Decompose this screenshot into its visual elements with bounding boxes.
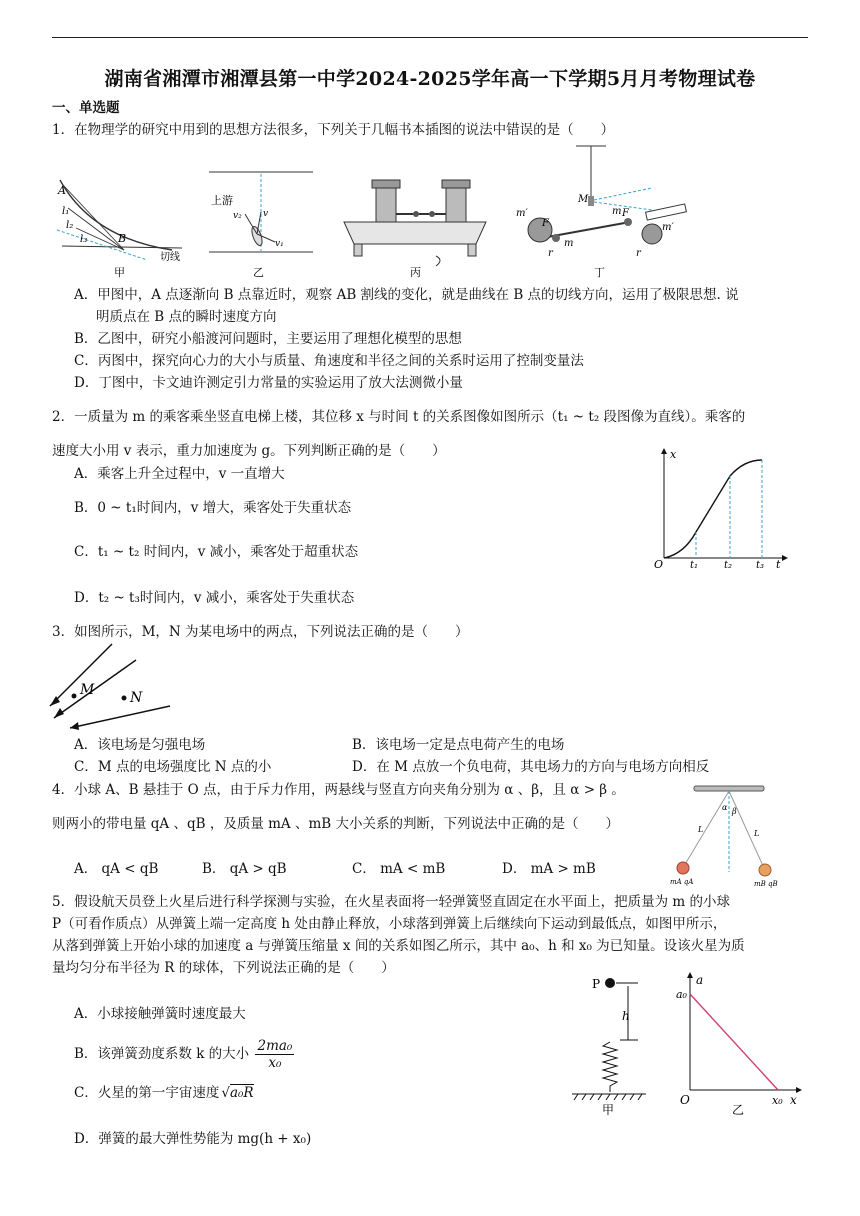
label-a: A bbox=[58, 184, 66, 197]
label-x: x bbox=[790, 1093, 797, 1107]
q4-pendulum-figure bbox=[664, 782, 794, 888]
caption-yi: 乙 bbox=[253, 266, 264, 279]
q5-option-b bbox=[74, 1038, 294, 1071]
scale bbox=[646, 204, 687, 220]
secant-2 bbox=[68, 208, 127, 250]
label-p: P bbox=[592, 977, 601, 991]
label-f-left: F bbox=[542, 218, 549, 229]
tangent-dashed bbox=[57, 230, 147, 260]
label-v1: v₁ bbox=[275, 239, 284, 249]
x-axis-arrow bbox=[661, 448, 667, 454]
label-mb-qb: mB qB bbox=[754, 880, 778, 888]
label-v: v bbox=[263, 209, 269, 219]
ball-2 bbox=[429, 211, 435, 217]
point-n bbox=[122, 696, 127, 701]
fraction-denominator: x₀ bbox=[268, 1055, 282, 1071]
q1-figure-yi bbox=[205, 168, 315, 280]
q2-option-b: B．0 ~ t₁时间内，v 增大，乘客处于失重状态 bbox=[74, 500, 352, 516]
fraction-numerator: 2ma₀ bbox=[257, 1038, 293, 1054]
sqrt-symbol: √ bbox=[221, 1085, 230, 1101]
displacement-curve bbox=[664, 460, 762, 558]
q3-option-c: C．M 点的电场强度比 N 点的小 bbox=[74, 759, 272, 775]
top-rule bbox=[52, 37, 808, 38]
label-m-right: m bbox=[612, 206, 622, 217]
q1-option-a-line1: A．甲图中，A 点逐渐向 B 点靠近时，观察 AB 割线的变化，就是曲线在 B 点的切线方向，运用了极限思想. 说 bbox=[74, 287, 739, 303]
q4-stem-line1: 4．小球 A、B 悬挂于 O 点，由于斥力作用，两悬线与竖直方向夹角分别为 α 、β，且 α > β 。 bbox=[52, 782, 625, 798]
section-heading: 一、单选题 bbox=[52, 100, 120, 116]
q5-stem-line3: 从落到弹簧上开始小球的加速度 a 与弹簧压缩量 x 间的关系如图乙所示，其中 a₀、h 和 x₀ 为已知量。设该火星为质 bbox=[52, 938, 745, 954]
t-axis-arrow bbox=[782, 555, 788, 561]
label-l1: l₁ bbox=[62, 206, 70, 217]
label-l2: l₂ bbox=[66, 220, 74, 231]
q5-option-b-text: B．该弹簧劲度系数 k 的大小 bbox=[74, 1046, 250, 1062]
ball-1 bbox=[413, 211, 419, 217]
q4-option-c: C． mA < mB bbox=[352, 861, 446, 877]
q1-stem: 1．在物理学的研究中用到的思想方法很多，下列关于几幅书本插图的说法中错误的是（ ） bbox=[52, 122, 615, 138]
label-tangent: 切线 bbox=[160, 252, 180, 263]
q4-option-d: D． mA > mB bbox=[502, 861, 596, 877]
q4-option-a: A． qA < qB bbox=[74, 861, 159, 877]
page-title: 湖南省湘潭市湘潭县第一中学2024-2025学年高一下学期5月月考物理试卷 bbox=[104, 68, 756, 90]
label-a: a bbox=[696, 973, 704, 987]
apparatus-base bbox=[344, 222, 486, 244]
origin-label: O bbox=[654, 558, 664, 570]
caption-yi: 乙 bbox=[732, 1103, 745, 1117]
field-arrow-2 bbox=[54, 708, 64, 718]
fraction bbox=[255, 1038, 294, 1071]
label-n: N bbox=[130, 690, 143, 706]
t-axis-label: t bbox=[776, 558, 781, 570]
label-v2: v₂ bbox=[233, 211, 242, 221]
q2-stem-line2: 速度大小用 v 表示，重力加速度为 g。下列判断正确的是（ ） bbox=[52, 443, 446, 459]
small-ball-left bbox=[552, 234, 560, 242]
q2-option-d: D．t₂ ~ t₃时间内，v 减小，乘客处于失重状态 bbox=[74, 590, 355, 606]
label-m-left: m bbox=[564, 238, 574, 249]
cap-left bbox=[372, 180, 400, 188]
label-a0: a₀ bbox=[676, 988, 687, 1001]
caption-jia: 甲 bbox=[602, 1103, 615, 1117]
q3-option-a: A．该电场是匀强电场 bbox=[74, 737, 206, 753]
q5-stem-line1: 5．假设航天员登上火星后进行科学探测与实验，在火星表面将一轻弹簧竖直固定在水平面上，把质量为 m 的小球 bbox=[52, 894, 730, 910]
spring bbox=[603, 1042, 617, 1092]
x-axis-label: x bbox=[670, 448, 677, 461]
label-r-left: r bbox=[548, 248, 553, 259]
label-m-prime-left: m′ bbox=[516, 208, 528, 219]
q5-option-a: A．小球接触弹簧时速度最大 bbox=[74, 1006, 246, 1022]
q5-stem-line2: P（可看作质点）从弹簧上端一定高度 h 处由静止释放，小球落到弹簧上后继续向下运动到最低点，如图甲所示， bbox=[52, 916, 727, 932]
label-l-left: L bbox=[698, 825, 704, 834]
q2-option-c: C．t₁ ~ t₂ 时间内，v 减小，乘客处于超重状态 bbox=[74, 544, 359, 560]
label-mirror-m: M bbox=[578, 194, 589, 205]
label-r-right: r bbox=[636, 248, 641, 259]
leg-right bbox=[468, 244, 476, 256]
v2-arrow bbox=[245, 214, 257, 234]
label-m-prime-right: m′ bbox=[662, 222, 674, 233]
q1-option-b: B．乙图中，研究小船渡河问题时，主要运用了理想化模型的思想 bbox=[74, 331, 462, 347]
label-b: B bbox=[118, 232, 127, 245]
column-left bbox=[376, 186, 396, 222]
label-beta: β bbox=[732, 807, 737, 816]
ball-b bbox=[759, 864, 771, 876]
field-line-3 bbox=[70, 706, 170, 728]
q3-stem: 3．如图所示，M，N 为某电场中的两点，下列说法正确的是（ ） bbox=[52, 624, 469, 640]
tick-t2: t₂ bbox=[724, 560, 733, 570]
field-arrow-3 bbox=[70, 722, 79, 730]
label-h: h bbox=[622, 1009, 630, 1023]
caption-ding: 丁 bbox=[594, 266, 605, 279]
q3-option-d: D．在 M 点放一个负电荷，其电场力的方向与电场方向相反 bbox=[352, 759, 710, 775]
label-l3: l₃ bbox=[80, 234, 88, 245]
caption-bing: 丙 bbox=[410, 266, 421, 279]
label-x0: x₀ bbox=[772, 1094, 783, 1107]
caption-jia: 甲 bbox=[114, 266, 125, 279]
cap-right bbox=[442, 180, 470, 188]
q5-stem-line4: 量均匀分布半径为 R 的球体，下列说法正确的是（ ） bbox=[52, 960, 395, 976]
label-o: O bbox=[680, 1093, 690, 1107]
q5-option-d: D．弹簧的最大弹性势能为 mg(h + x₀) bbox=[74, 1131, 312, 1147]
q5-option-c-text: C．火星的第一宇宙速度 bbox=[74, 1085, 220, 1101]
q4-option-b: B． qA > qB bbox=[202, 861, 287, 877]
a-x-line bbox=[690, 994, 778, 1090]
crank bbox=[436, 256, 440, 266]
label-f-right: F bbox=[622, 208, 629, 219]
small-ball-right bbox=[624, 218, 632, 226]
light-ray-1 bbox=[594, 188, 652, 200]
q2-stem-line1: 2．一质量为 m 的乘客乘坐竖直电梯上楼，其位移 x 与时间 t 的关系图像如图所示（t₁ ~ t₂ 段图像为直线）。乘客的 bbox=[52, 409, 746, 425]
q2-graph bbox=[650, 446, 790, 570]
q5-option-c bbox=[74, 1082, 254, 1104]
column-right bbox=[446, 186, 466, 222]
label-m: M bbox=[80, 682, 95, 698]
q5-spring-figure bbox=[566, 972, 666, 1120]
tick-t1: t₁ bbox=[690, 560, 699, 570]
point-m bbox=[72, 694, 77, 699]
q1-figure-bing bbox=[336, 172, 496, 280]
x-axis-arrow bbox=[796, 1087, 802, 1093]
q3-field-figure bbox=[44, 642, 174, 734]
sqrt-radicand: a₀R bbox=[229, 1085, 254, 1101]
a-axis-arrow bbox=[687, 972, 693, 978]
mirror bbox=[588, 196, 594, 206]
label-l-right: L bbox=[754, 829, 760, 838]
secant-1 bbox=[64, 186, 127, 250]
label-ma-qa: mA qA bbox=[670, 878, 694, 886]
leg-left bbox=[354, 244, 362, 256]
label-alpha: α bbox=[722, 803, 728, 812]
q1-option-d: D．丁图中，卡文迪许测定引力常量的实验运用了放大法测微小量 bbox=[74, 375, 463, 391]
ball-p bbox=[605, 978, 615, 988]
q2-option-a: A．乘客上升全过程中，v 一直增大 bbox=[74, 466, 285, 482]
q1-figure-ding bbox=[512, 140, 692, 280]
q5-acceleration-graph bbox=[676, 972, 816, 1120]
q1-option-a-line2: 明质点在 B 点的瞬时速度方向 bbox=[96, 309, 277, 325]
tick-t3: t₃ bbox=[756, 560, 765, 570]
q1-figure-jia bbox=[52, 168, 192, 280]
support-bar bbox=[694, 786, 764, 791]
label-upstream: 上游 bbox=[211, 194, 233, 207]
q3-option-b: B．该电场一定是点电荷产生的电场 bbox=[352, 737, 565, 753]
q4-stem-line2: 则两小的带电量 qA 、qB ，及质量 mA 、mB 大小关系的判断，下列说法中正确的是（ ） bbox=[52, 816, 619, 832]
q1-option-c: C．丙图中，探究向心力的大小与质量、角速度和半径之间的关系时运用了控制变量法 bbox=[74, 353, 584, 369]
ground-hatching bbox=[574, 1094, 642, 1100]
big-ball-right bbox=[642, 224, 662, 244]
ball-a bbox=[677, 862, 689, 874]
